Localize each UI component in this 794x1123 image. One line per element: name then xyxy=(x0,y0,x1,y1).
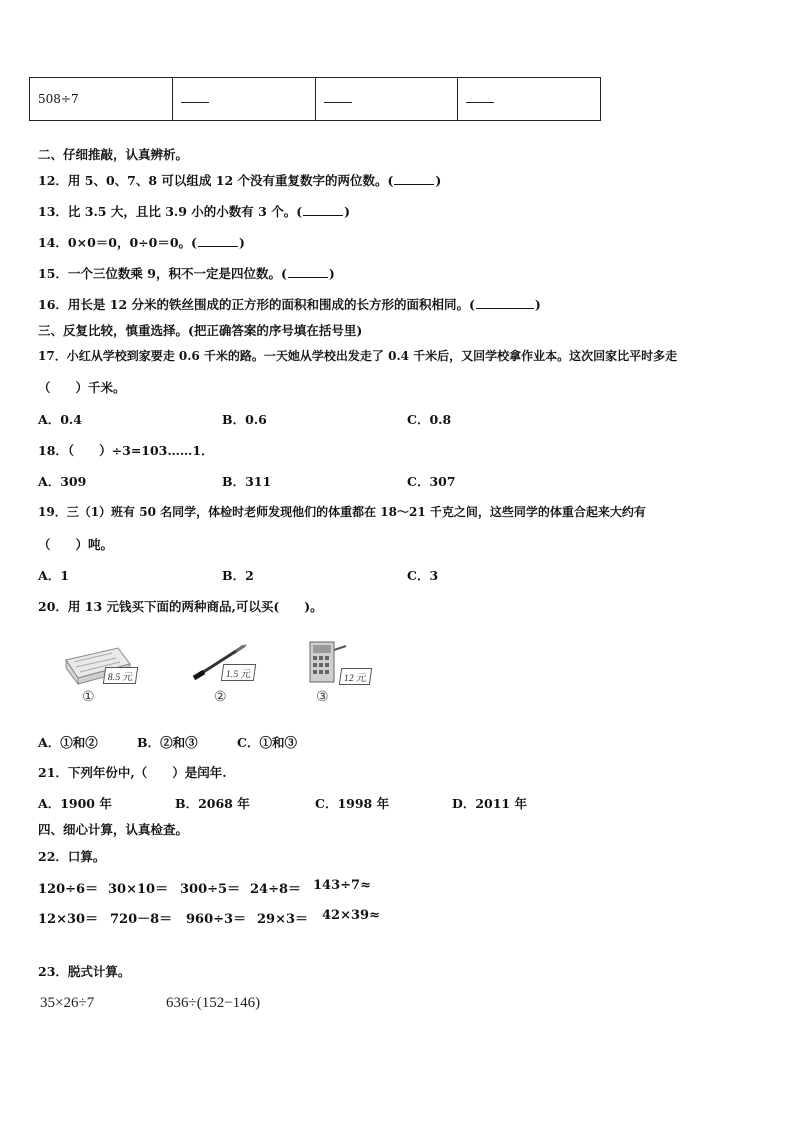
question-20: 20．用 13 元钱买下面的两种商品,可以买( )。 xyxy=(38,599,323,614)
calc-item: 29×3＝ xyxy=(257,912,309,927)
calc-item: 720－8＝ xyxy=(110,912,173,927)
question-19-line1: 19．三（1）班有 50 名同学，体检时老师发现他们的体重都在 18～21 千克之间，这些同学的体重合起来大约有 xyxy=(38,505,646,519)
option-b[interactable]: B．2 xyxy=(222,568,254,583)
expression-1: 35×26÷7 xyxy=(40,995,95,1011)
calc-item: 30×10＝ xyxy=(108,882,169,897)
question-13: 13．比 3.5 大，且比 3.9 小的小数有 3 个。( ) xyxy=(38,204,351,219)
item-number: ① xyxy=(82,689,95,705)
section-heading-4: 四、细心计算，认真检查。 xyxy=(38,822,189,837)
question-17-line1: 17．小红从学校到家要走 0.6 千米的路。一天她从学校出发走了 0.4 千米后，又回学校拿作业本。这次回家比平时多走 xyxy=(38,349,678,363)
answer-blank[interactable] xyxy=(476,297,534,309)
table-cell-blank[interactable] xyxy=(315,78,458,121)
answer-blank[interactable] xyxy=(303,204,343,216)
expression-2: 636÷(152−146) xyxy=(166,995,261,1011)
option-a[interactable]: A．1900 年 xyxy=(38,796,112,811)
calc-item: 300÷5＝ xyxy=(180,882,241,897)
option-c[interactable]: C．1998 年 xyxy=(315,796,390,811)
option-c[interactable]: C．3 xyxy=(407,568,439,583)
question-18: 18．（ ）÷3=103……1． xyxy=(38,443,214,458)
option-a[interactable]: A．①和② xyxy=(38,735,98,750)
calculator-image xyxy=(306,638,386,688)
option-c[interactable]: C．①和③ xyxy=(237,735,297,750)
answer-blank[interactable] xyxy=(394,173,434,185)
pen-image xyxy=(190,640,270,688)
item-number: ③ xyxy=(316,689,329,705)
price-tag: 1.5 元 xyxy=(221,664,256,681)
question-22: 22．口算。 xyxy=(38,849,106,864)
option-a[interactable]: A．309 xyxy=(38,474,87,489)
calc-item: 960÷3＝ xyxy=(186,912,247,927)
calc-item: 24÷8＝ xyxy=(250,882,302,897)
option-c[interactable]: C．307 xyxy=(407,474,456,489)
calc-item: 42×39≈ xyxy=(322,908,380,923)
item-number: ② xyxy=(214,689,227,705)
option-c[interactable]: C．0.8 xyxy=(407,412,452,427)
section-heading-3: 三、反复比较，慎重选择。(把正确答案的序号填在括号里) xyxy=(38,323,363,338)
price-tag: 8.5 元 xyxy=(103,667,138,684)
option-b[interactable]: B．0.6 xyxy=(222,412,267,427)
option-b[interactable]: B．②和③ xyxy=(137,735,198,750)
calc-item: 12×30＝ xyxy=(38,912,99,927)
option-d[interactable]: D．2011 年 xyxy=(452,796,527,811)
pencil-case-image xyxy=(60,640,150,688)
section-heading-2: 二、仔细推敲，认真辨析。 xyxy=(38,147,189,162)
question-14: 14．0×0＝0，0÷0＝0。( ) xyxy=(38,235,245,250)
price-tag: 12 元 xyxy=(339,668,372,685)
question-15: 15．一个三位数乘 9，积不一定是四位数。( ) xyxy=(38,266,335,281)
table-cell-blank[interactable] xyxy=(458,78,601,121)
question-12: 12．用 5、0、7、8 可以组成 12 个没有重复数字的两位数。( ) xyxy=(38,173,442,188)
table-cell-blank[interactable] xyxy=(172,78,315,121)
answer-table xyxy=(29,77,601,121)
question-17-line2: （ ）千米。 xyxy=(38,380,126,395)
answer-blank[interactable] xyxy=(198,235,238,247)
option-b[interactable]: B．2068 年 xyxy=(175,796,250,811)
question-16: 16．用长是 12 分米的铁丝围成的正方形的面积和围成的长方形的面积相同。( ) xyxy=(38,297,541,312)
option-a[interactable]: A．0.4 xyxy=(38,412,82,427)
question-19-line2: （ ）吨。 xyxy=(38,537,114,552)
answer-blank[interactable] xyxy=(288,266,328,278)
calc-item: 143÷7≈ xyxy=(313,878,371,893)
table-cell-expression: 508÷7 xyxy=(30,78,173,121)
option-b[interactable]: B．311 xyxy=(222,474,272,489)
option-a[interactable]: A．1 xyxy=(38,568,69,583)
question-21: 21．下列年份中,（ ）是闰年. xyxy=(38,765,227,780)
question-23: 23．脱式计算。 xyxy=(38,964,131,979)
calc-item: 120÷6＝ xyxy=(38,882,99,897)
